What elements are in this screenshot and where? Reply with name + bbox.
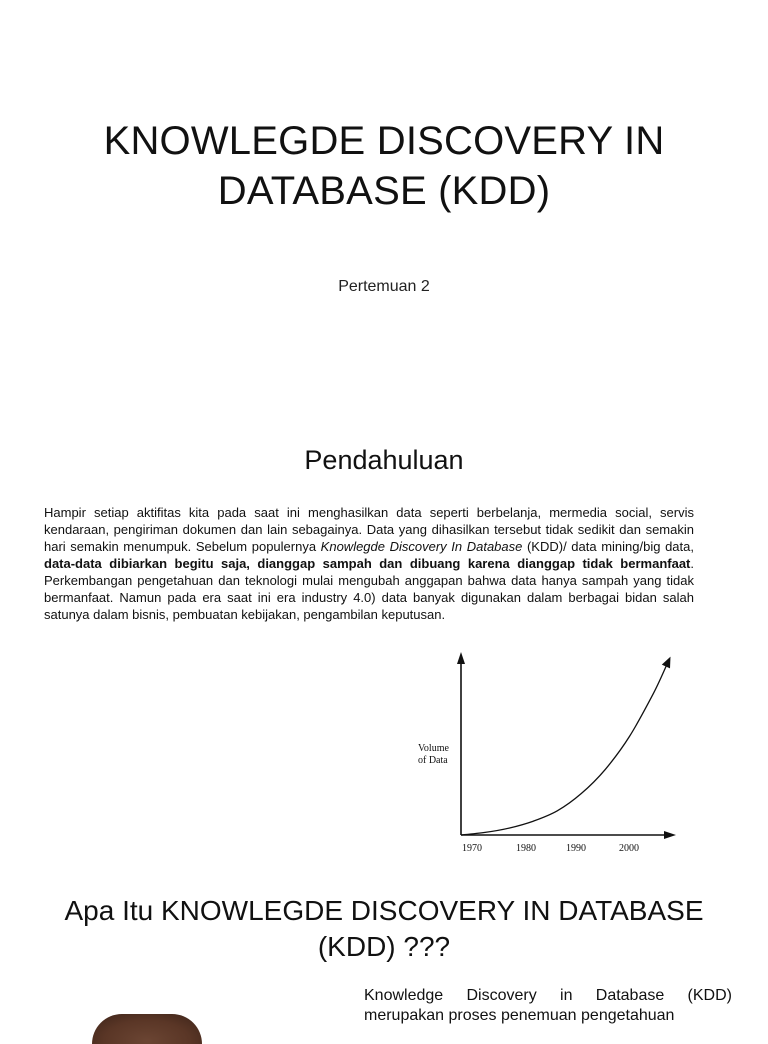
intro-text-part-2: (KDD)/ data mining/big data, <box>522 539 694 554</box>
slide-subtitle: Pertemuan 2 <box>338 278 430 295</box>
x-axis-arrow <box>664 831 676 839</box>
intro-paragraph <box>44 504 694 623</box>
section-heading-kdd: Apa Itu KNOWLEGDE DISCOVERY IN DATABASE (KDD) ??? <box>64 895 704 962</box>
y-axis-label-line-2: of Data <box>418 755 448 766</box>
data-volume-curve <box>461 662 668 835</box>
intro-text-part-3: . Perkembangan pengetahuan dan teknologi mulai mengubah anggapan bahwa data hanya sampah yang tidak bermanfaat. Namun pada era saat ini era industry 4.0) data banyak digunakan dalam berbagai bidan salah satunya dalam bisnis, pembuatan kebijakan, pengambilan keputusan. <box>44 556 694 622</box>
x-tick-labels <box>462 843 639 854</box>
data-volume-chart <box>410 646 680 862</box>
x-tick-label: 1990 <box>566 843 586 854</box>
slide-title: KNOWLEGDE DISCOVERY IN DATABASE (KDD) <box>103 119 665 213</box>
section-heading-pendahuluan: Pendahuluan <box>304 445 464 475</box>
x-tick-label: 1980 <box>516 843 536 854</box>
intro-bold-text: data-data dibiarkan begitu saja, dianggap sampah dan dibuang karena dianggap tidak bermanfaat <box>44 556 691 571</box>
chart-svg <box>410 646 680 862</box>
intro-text-part-1: Hampir setiap aktifitas kita pada saat ini menghasilkan data seperti berbelanja, mermedia social, servis kendaraan, pengiriman dokumen dan lain sebagainya. Data yang dihasilkan tersebut tidak sedikit dan semakin hari semakin menumpuk. Sebelum populernya <box>44 505 694 554</box>
speaker-photo <box>92 1014 202 1044</box>
y-axis-label <box>418 743 449 766</box>
y-axis-arrow <box>457 652 465 664</box>
kdd-definition: Knowledge Discovery in Database (KDD) merupakan proses penemuan pengetahuan <box>364 987 732 1024</box>
x-tick-label: 2000 <box>619 843 639 854</box>
y-axis-label-line-1: Volume <box>418 743 449 754</box>
x-tick-label: 1970 <box>462 843 482 854</box>
intro-italic-term: Knowlegde Discovery In Database <box>320 539 523 554</box>
